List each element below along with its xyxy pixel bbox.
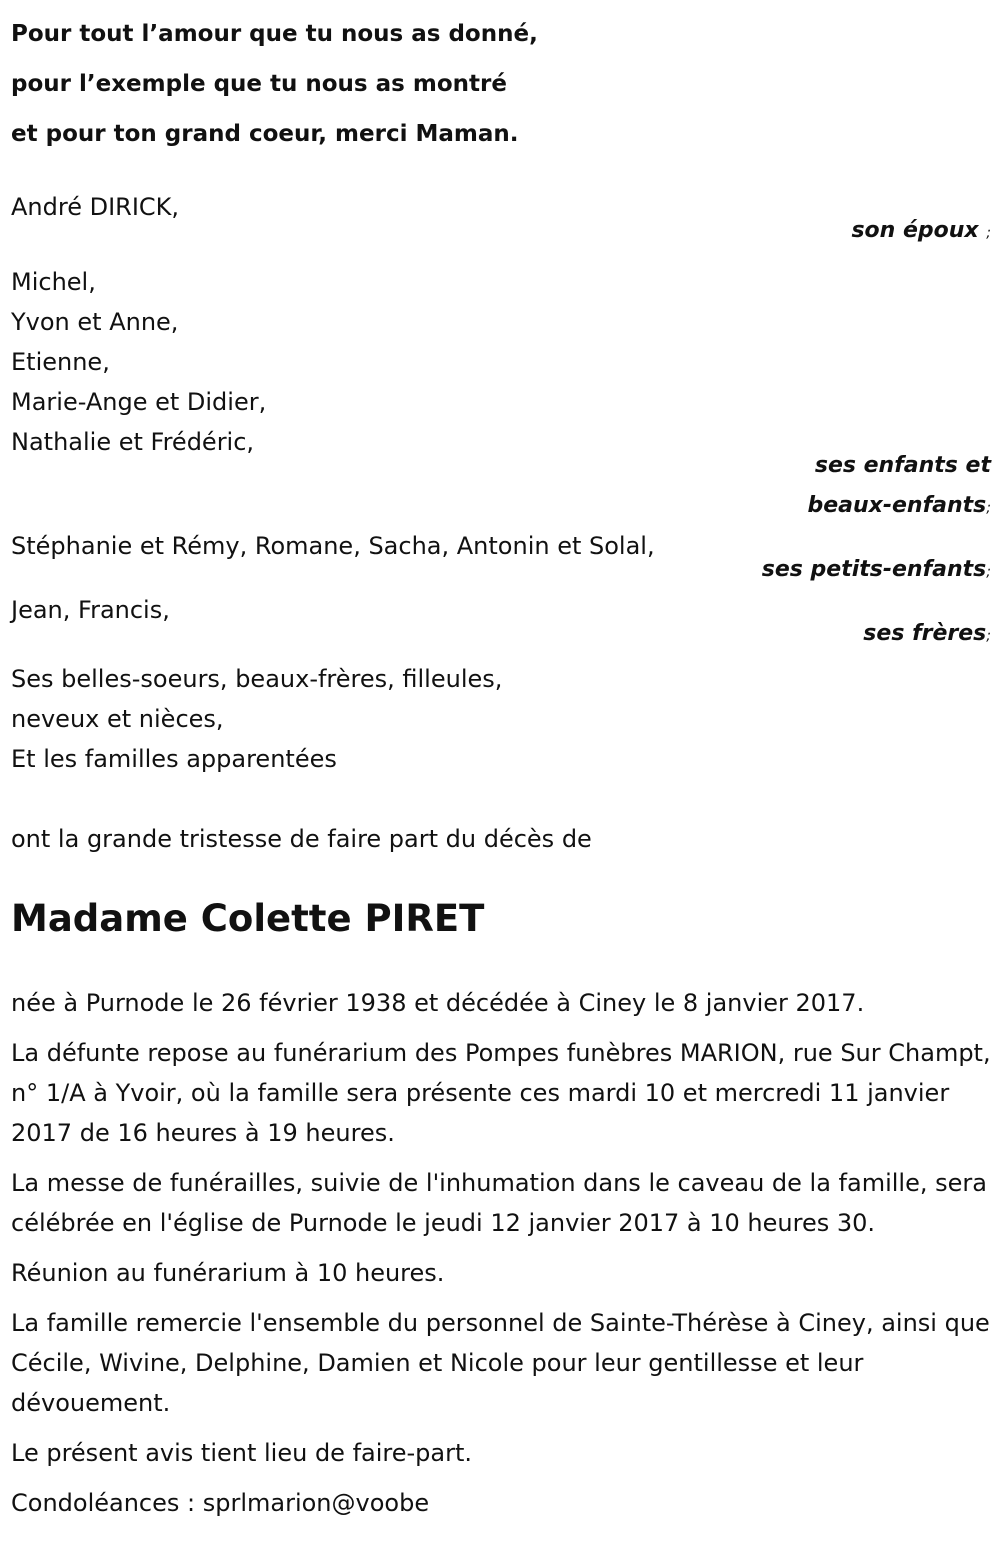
- brothers-names: Jean, Francis,: [11, 596, 170, 624]
- grandchildren-relation-label: ses petits-enfants: [761, 557, 987, 582]
- epigraph-line-2: pour l’exemple que tu nous as montré: [11, 71, 507, 97]
- child-name: Nathalie et Frédéric,: [11, 428, 255, 456]
- obituary-notice: [11, 0, 991, 1533]
- child-name: Yvon et Anne,: [11, 308, 179, 336]
- spouse-block: [11, 187, 991, 253]
- spouse-relation-label: son époux: [851, 218, 979, 243]
- child-name: Etienne,: [11, 348, 110, 376]
- details: [11, 983, 991, 1523]
- visitation-info: La défunte repose au funérarium des Pompes funèbres MARION, rue Sur Champt, n° 1/A à Yvoir, où la famille sera présente ces mardi 10 et mercredi 11 janvier 2017 de 16 heures à 19 heures.: [11, 1039, 991, 1147]
- funeral-mass-info: La messe de funérailles, suivie de l'inhumation dans le caveau de la famille, sera célébrée en l'église de Purnode le jeudi 12 janvier 2017 à 10 heures 30.: [11, 1169, 987, 1237]
- spouse-name: André DIRICK,: [11, 193, 180, 221]
- children-relation-line-1: ses enfants et: [814, 453, 991, 478]
- other-relatives: [11, 659, 991, 779]
- grandchildren-names: Stéphanie et Rémy, Romane, Sacha, Antonin et Solal,: [11, 532, 655, 560]
- epigraph-line-3: et pour ton grand coeur, merci Maman.: [11, 121, 519, 147]
- brothers-relation-label: ses frères: [863, 621, 987, 646]
- spouse-relation-punct: ;: [986, 225, 991, 241]
- notice-statement: Le présent avis tient lieu de faire-part.: [11, 1439, 473, 1467]
- children-relation-label: beaux-enfants: [807, 493, 987, 518]
- child-name: Marie-Ange et Didier,: [11, 388, 267, 416]
- epigraph-line-1: Pour tout l’amour que tu nous as donné,: [11, 21, 538, 47]
- other-relatives-line: Et les familles apparentées: [11, 745, 337, 773]
- children-relation-line-2: [11, 486, 991, 528]
- child-name: Michel,: [11, 268, 96, 296]
- meeting-info: Réunion au funérarium à 10 heures.: [11, 1259, 445, 1287]
- children-relation-punct: ;: [986, 500, 991, 516]
- epigraph: [11, 9, 991, 159]
- announcement: ont la grande tristesse de faire part du décès de: [11, 825, 592, 853]
- grandchildren-relation-punct: ;: [986, 564, 991, 580]
- deceased-name: Madame Colette PIRET: [11, 897, 485, 940]
- brothers-block: [11, 590, 991, 656]
- condolences-contact: Condoléances : sprlmarion@voobe: [11, 1489, 430, 1517]
- thanks-text: La famille remercie l'ensemble du personnel de Sainte-Thérèse à Ciney, ainsi que Cécile, Wivine, Delphine, Damien et Nicole pour leur gentillesse et leur dévouement.: [11, 1309, 990, 1417]
- brothers-relation-punct: ;: [986, 628, 991, 644]
- other-relatives-line: neveux et nièces,: [11, 705, 224, 733]
- grandchildren-block: [11, 526, 991, 592]
- children-block: [11, 262, 991, 528]
- birth-death-dates: née à Purnode le 26 février 1938 et décédée à Ciney le 8 janvier 2017.: [11, 989, 865, 1017]
- other-relatives-line: Ses belles-soeurs, beaux-frères, filleules,: [11, 665, 503, 693]
